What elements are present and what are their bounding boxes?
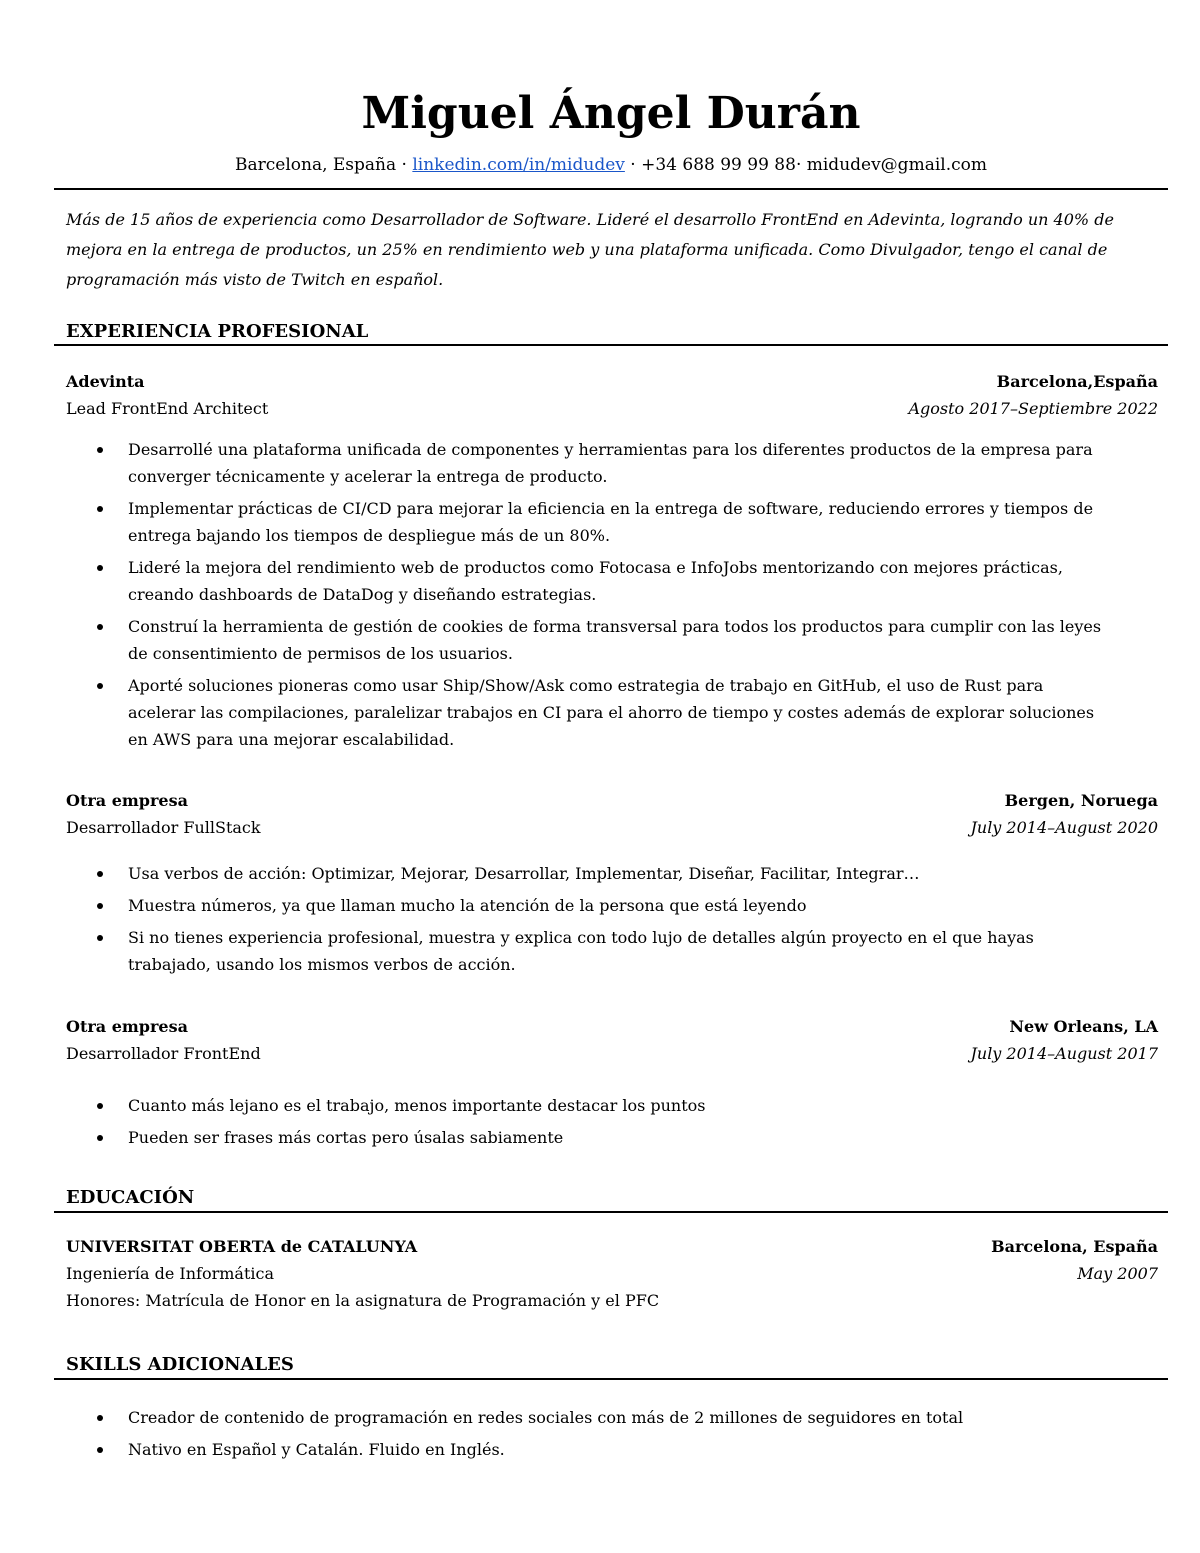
job-dates: Agosto 2017–Septiembre 2022 — [908, 399, 1158, 418]
summary-text: Más de 15 años de experiencia como Desarrollador de Software. Lideré el desarrollo FrontEnd en Adevinta, logrando un 40% de mejora en la entrega de productos, un 25% en rendimiento web y una plataforma unificada. Como Divulgador, tengo el canal de programación más visto de Twitch en español. — [66, 210, 1114, 289]
job-header — [66, 1017, 1158, 1036]
contact-separator: · — [795, 155, 807, 175]
contact-email: midudev@gmail.com — [806, 155, 987, 175]
skills-section-title: SKILLS ADICIONALES — [66, 1354, 294, 1375]
job-bullets — [66, 1092, 1106, 1156]
job-company: Adevinta — [66, 372, 145, 391]
education-header — [66, 1237, 1158, 1256]
list-item: Usa verbos de acción: Optimizar, Mejorar, Desarrollar, Implementar, Diseñar, Facilitar, Integrar… — [66, 860, 1106, 887]
job-dates: July 2014–August 2017 — [970, 1044, 1158, 1063]
job-dates: July 2014–August 2020 — [970, 818, 1158, 837]
list-item: Pueden ser frases más cortas pero úsalas sabiamente — [66, 1124, 1106, 1151]
experience-section-title: EXPERIENCIA PROFESIONAL — [66, 321, 369, 342]
skills-divider — [54, 1378, 1168, 1380]
job-subheader — [66, 1044, 1158, 1063]
job-header — [66, 791, 1158, 810]
list-item: Nativo en Español y Catalán. Fluido en Inglés. — [66, 1436, 1106, 1463]
list-item: Implementar prácticas de CI/CD para mejorar la eficiencia en la entrega de software, reduciendo errores y tiempos de entrega bajando los tiempos de despliegue más de un 80%. — [66, 495, 1106, 549]
job-bullets — [66, 436, 1106, 758]
education-school: UNIVERSITAT OBERTA de CATALUNYA — [66, 1237, 418, 1256]
education-honors: Honores: Matrícula de Honor en la asignatura de Programación y el PFC — [66, 1291, 660, 1310]
education-divider — [54, 1211, 1168, 1213]
list-item: Lideré la mejora del rendimiento web de productos como Fotocasa e InfoJobs mentorizando con mejores prácticas, creando dashboards de DataDog y diseñando estrategias. — [66, 554, 1106, 608]
job-location: Bergen, Noruega — [1004, 791, 1158, 810]
list-item: Muestra números, ya que llaman mucho la atención de la persona que está leyendo — [66, 892, 1106, 919]
education-date: May 2007 — [1077, 1264, 1158, 1283]
list-item: Creador de contenido de programación en redes sociales con más de 2 millones de seguidores en total — [66, 1404, 1106, 1431]
education-degree: Ingeniería de Informática — [66, 1264, 274, 1283]
header-divider — [54, 188, 1168, 190]
linkedin-link[interactable]: linkedin.com/in/midudev — [412, 155, 625, 175]
list-item: Construí la herramienta de gestión de cookies de forma transversal para todos los productos para cumplir con las leyes de consentimiento de permisos de los usuarios. — [66, 613, 1106, 667]
list-item: Aporté soluciones pioneras como usar Ship/Show/Ask como estrategia de trabajo en GitHub, el uso de Rust para acelerar las compilaciones, paralelizar trabajos en CI para el ahorro de tiempo y costes además de explorar soluciones en AWS para una mejorar escalabilidad. — [66, 672, 1106, 753]
contact-location: Barcelona, España — [235, 155, 397, 175]
contact-separator: · — [396, 155, 413, 175]
list-item: Si no tienes experiencia profesional, muestra y explica con todo lujo de detalles algún proyecto en el que hayas trabajado, usando los mismos verbos de acción. — [66, 924, 1106, 978]
job-company: Otra empresa — [66, 791, 188, 810]
skills-bullets — [66, 1404, 1106, 1468]
job-subheader — [66, 818, 1158, 837]
list-item: Cuanto más lejano es el trabajo, menos importante destacar los puntos — [66, 1092, 1106, 1119]
job-location: New Orleans, LA — [1009, 1017, 1158, 1036]
job-subheader — [66, 399, 1158, 418]
job-company: Otra empresa — [66, 1017, 188, 1036]
job-location: Barcelona,España — [996, 372, 1158, 391]
job-role: Desarrollador FrontEnd — [66, 1044, 261, 1063]
education-subheader — [66, 1264, 1158, 1283]
job-bullets — [66, 860, 1106, 983]
education-location: Barcelona, España — [991, 1237, 1158, 1256]
contact-line — [0, 155, 1200, 175]
education-honors-row — [66, 1291, 1158, 1310]
contact-phone: +34 688 99 99 88 — [641, 155, 796, 175]
job-role: Desarrollador FullStack — [66, 818, 261, 837]
contact-separator: · — [624, 155, 642, 175]
education-section-title: EDUCACIÓN — [66, 1187, 195, 1208]
list-item: Desarrollé una plataforma unificada de componentes y herramientas para los diferentes productos de la empresa para converger técnicamente y acelerar la entrega de producto. — [66, 436, 1106, 490]
candidate-name: Miguel Ángel Durán — [361, 88, 861, 139]
job-role: Lead FrontEnd Architect — [66, 399, 269, 418]
experience-divider — [54, 344, 1168, 346]
job-header — [66, 372, 1158, 391]
